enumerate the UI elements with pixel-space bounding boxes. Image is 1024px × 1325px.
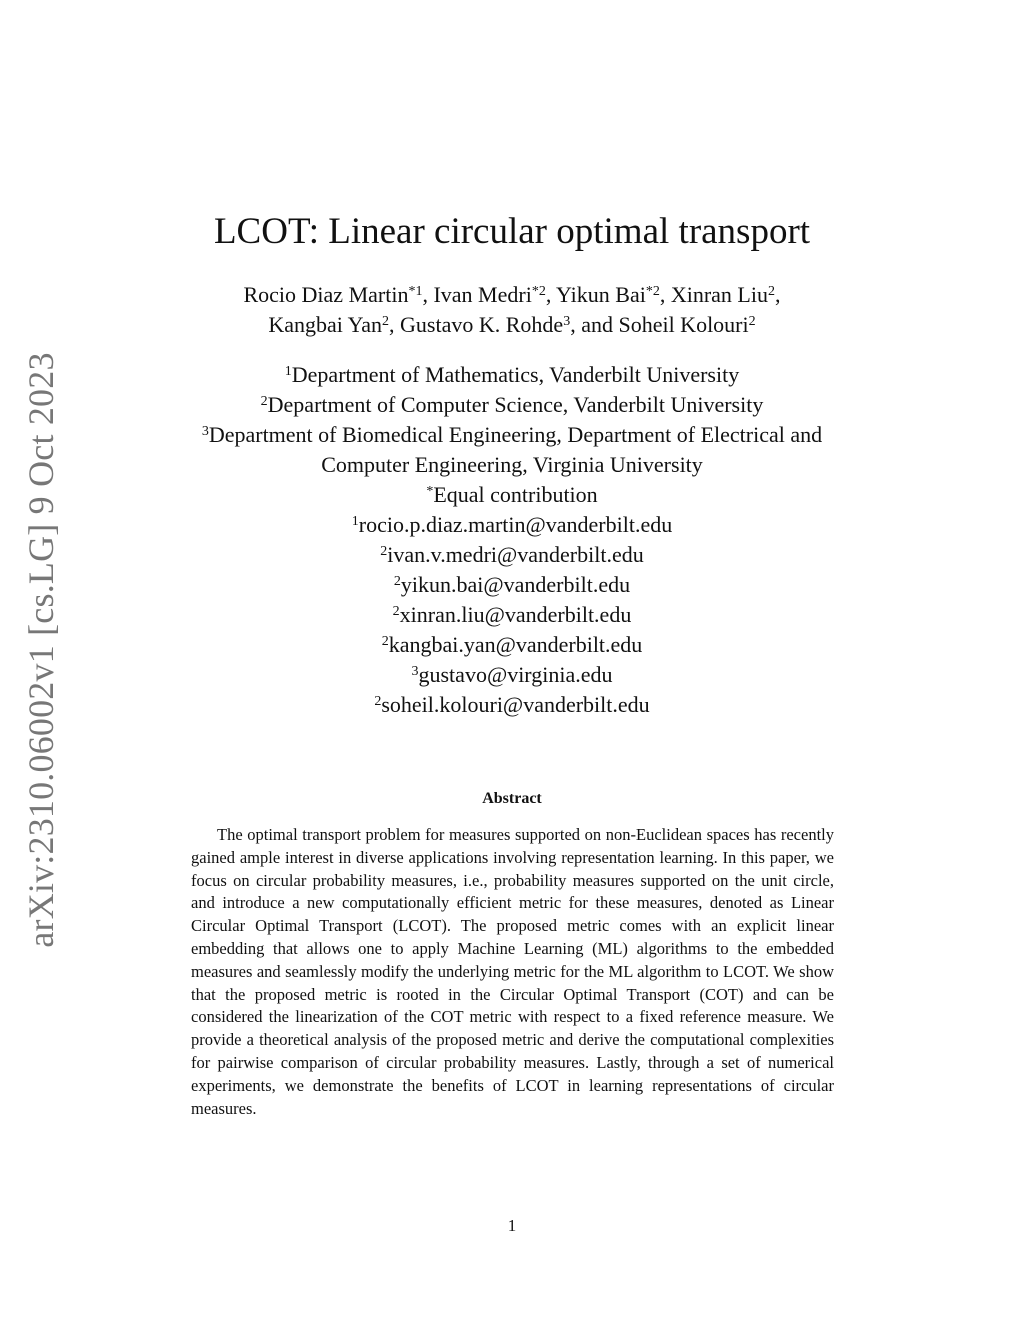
author: Gustavo K. Rohde$^3$, — [400, 312, 582, 337]
email-line[interactable]: $^2$kangbai.yan@vanderbilt.edu — [381, 632, 643, 657]
equal-contribution-note: *Equal contribution — [426, 482, 598, 507]
author: Kangbai Yan$^2$, — [268, 312, 401, 337]
affiliation-3-continued: Computer Engineering, Virginia University — [321, 452, 703, 477]
affiliations-block — [120, 360, 904, 720]
email-line[interactable]: $^2$yikun.bai@vanderbilt.edu — [393, 572, 631, 597]
paper-title: LCOT: Linear circular optimal transport — [213, 211, 811, 252]
author-line-2 — [150, 310, 874, 340]
author: Rocio Diaz Martin$^{*1}$, — [243, 282, 434, 307]
author: and Soheil Kolouri$^2$ — [581, 312, 756, 337]
author: Yikun Bai$^{*2}$, — [556, 282, 671, 307]
author-line-1 — [150, 280, 874, 310]
arxiv-stamp[interactable]: arXiv:2310.06002v1 [cs.LG] 9 Oct 2023 — [21, 352, 61, 948]
email-line[interactable]: $^2$ivan.v.medri@vanderbilt.edu — [380, 542, 644, 567]
email-line[interactable]: $^2$soheil.kolouri@vanderbilt.edu — [374, 692, 650, 717]
email-line[interactable]: $^1$rocio.p.diaz.martin@vanderbilt.edu — [351, 512, 673, 537]
email-line[interactable]: $^3$gustavo@virginia.edu — [411, 662, 613, 687]
page-number: 1 — [507, 1216, 517, 1235]
abstract-text: The optimal transport problem for measures supported on non-Euclidean spaces has recently gained ample interest in diverse applications involving representation learning. In this paper, we focus on circular probability measures, i.e., probability measures supported on the unit circle, and introduce a new computationally efficient metric for these measures, denoted as Linear Circular Optimal Transport (LCOT). The proposed metric comes with an explicit linear embedding that allows one to apply Machine Learning (ML) algorithms to the embedded measures and seamlessly modify the underlying metric for the ML algorithm to LCOT. We show that the proposed metric is rooted in the Circular Optimal Transport (COT) and can be considered the linearization of the COT metric with respect to a fixed reference measure. We provide a theoretical analysis of the proposed metric and derive the computational complexities for pairwise comparison of circular probability measures. Lastly, through a set of numerical experiments, we demonstrate the benefits of LCOT in learning representations of circular measures. — [191, 825, 834, 1118]
author: Xinran Liu$^2$, — [670, 282, 781, 307]
author: Ivan Medri$^{*2}$, — [433, 282, 556, 307]
email-line[interactable]: $^2$xinran.liu@vanderbilt.edu — [392, 602, 632, 627]
affiliation-3: $^3$Department of Biomedical Engineering, Department of Electrical and — [201, 422, 823, 447]
affiliation-2: $^2$Department of Computer Science, Vanderbilt University — [260, 392, 764, 417]
abstract-heading: Abstract — [482, 790, 542, 807]
affiliation-1: $^1$Department of Mathematics, Vanderbilt University — [284, 362, 740, 387]
author-list — [150, 280, 874, 340]
